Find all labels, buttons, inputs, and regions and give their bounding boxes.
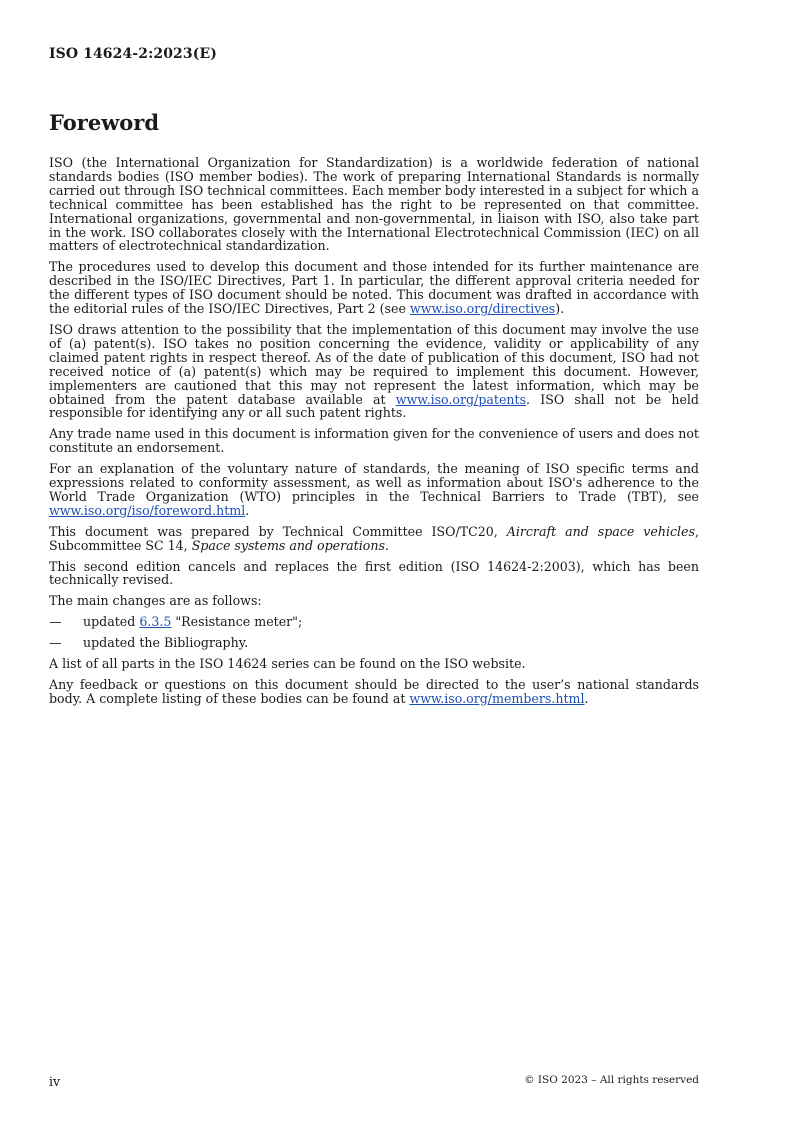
page-number: iv (49, 1074, 61, 1089)
copyright-notice: © ISO 2023 – All rights reserved (524, 1074, 699, 1086)
bullet-dash: — (49, 635, 62, 651)
paragraph-procedures: The procedures used to develop this document and those intended for its further maintenance are described in the ISO/IEC Directives, Part 1. In particular, the different approval criteria needed for the different types of ISO document should be noted. This document was drafted in accordance with the editorial rules of the ISO/IEC Directives, Part 2 (see www.iso.org/directives). (49, 259, 699, 317)
subcommittee-name: Space systems and operations (191, 537, 385, 553)
paragraph-patents: ISO draws attention to the possibility that the implementation of this document may involve the use of (a) patent(s). ISO takes no position concerning the evidence, validity or applicability of any claimed patent rights in respect thereof. As of the date of publication of this document, ISO had not received notice of (a) patent(s) which may be required to implement this document. However, implementers are cautioned that this may not represent the latest information, which may be obtained from the patent database available at www.iso.org/patents. ISO shall not be held responsible for identifying any or all such patent rights. (49, 321, 699, 421)
clause-6-3-5-link[interactable]: 6.3.5 (139, 614, 172, 630)
paragraph-iso-intro: ISO (the International Organization for Standardization) is a worldwide federation of national standards bodies (ISO member bodies). The work of preparing International Standards is normally carried out through ISO technical committees. Each member body interested in a subject for which a technical committee has been established has the right to be represented on that committee. International organizations, governmental and non-governmental, in liaison with ISO, also take part in the work. ISO collaborates closely with the International Electrotechnical Commission (IEC) on all matters of electrotechnical standardization. (49, 155, 699, 254)
committee-name: Aircraft and space vehicles (506, 523, 695, 539)
list-item: — updated the Bibliography. (49, 635, 249, 651)
document-page (49, 0, 699, 1122)
paragraph-prepared-by: This document was prepared by Technical Committee ISO/TC20, Aircraft and space vehicles, Subcommittee SC 14, Space systems and operations. (49, 523, 699, 553)
bullet-dash: — (49, 614, 62, 630)
paragraph-series-parts: A list of all parts in the ISO 14624 series can be found on the ISO website. (49, 656, 526, 672)
foreword-info-link[interactable]: www.iso.org/iso/foreword.html (49, 502, 246, 518)
document-identifier: ISO 14624-2:2023(E) (49, 46, 217, 62)
directives-link[interactable]: www.iso.org/directives (409, 301, 556, 317)
members-link[interactable]: www.iso.org/members.html (409, 690, 585, 706)
paragraph-voluntary-nature: For an explanation of the voluntary nature of standards, the meaning of ISO specific terms and expressions related to conformity assessment, as well as information about ISO's adherence to the World Trade Organization (WTO) principles in the Technical Barriers to Trade (TBT), see www.iso.org/iso/foreword.html. (49, 461, 699, 518)
list-item: — updated 6.3.5 "Resistance meter"; (49, 614, 303, 630)
page-title: Foreword (49, 110, 160, 135)
paragraph-main-changes: The main changes are as follows: (49, 593, 262, 609)
foreword-body (49, 156, 699, 713)
paragraph-trade-name: Any trade name used in this document is information given for the convenience of users and does not constitute an endorsement. (49, 426, 699, 456)
patents-link[interactable]: www.iso.org/patents (395, 391, 527, 407)
paragraph-edition: This second edition cancels and replaces the first edition (ISO 14624-2:2003), which has been technically revised. (49, 558, 699, 588)
paragraph-feedback: Any feedback or questions on this document should be directed to the user’s national standards body. A complete listing of these bodies can be found at www.iso.org/members.html. (49, 677, 699, 706)
